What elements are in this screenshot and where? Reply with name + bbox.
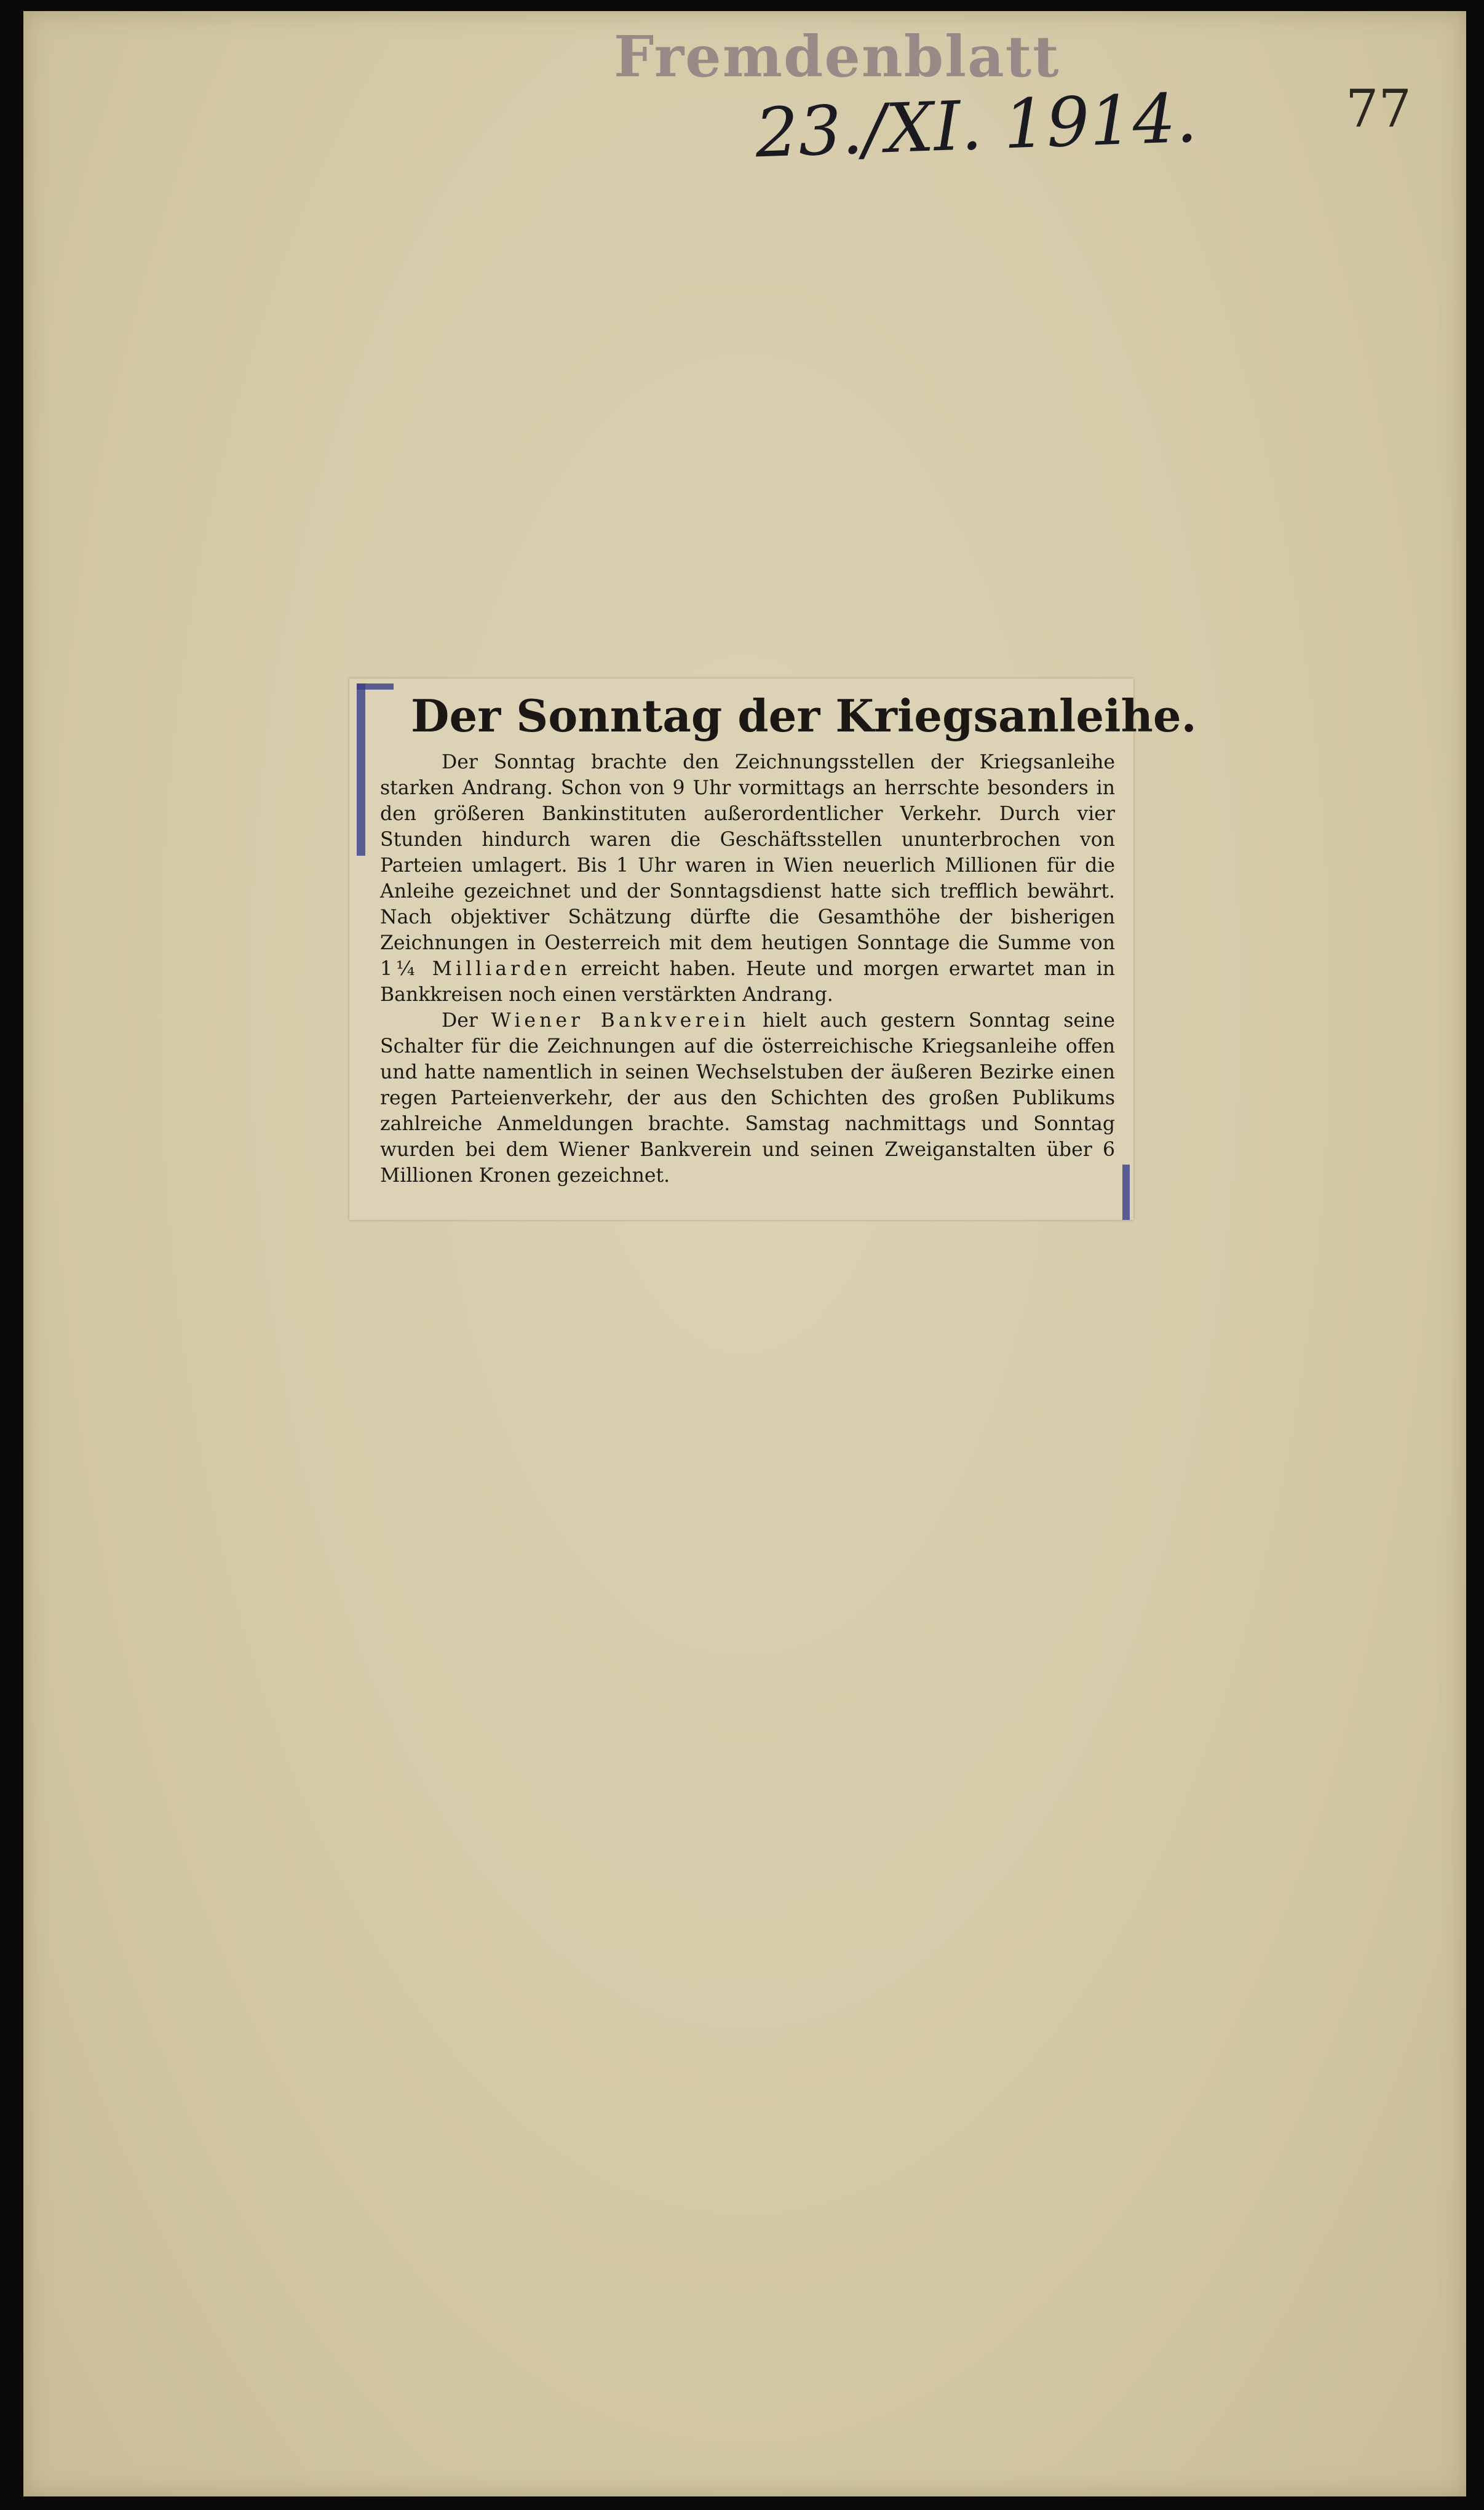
newspaper-stamp: Fremdenblatt — [614, 23, 1060, 90]
blue-pencil-mark-right — [1122, 1165, 1130, 1220]
paragraph-2-start: Der — [442, 1010, 491, 1032]
archive-sheet — [23, 11, 1466, 2496]
blue-pencil-mark-top — [357, 683, 394, 690]
newspaper-clipping — [349, 679, 1197, 1220]
blue-pencil-mark-left — [357, 683, 365, 856]
paragraph-1-text: Der Sonntag brachte den Zeichnungsstellen der Kriegsanleihe starken Andrang. Schon von 9 Uhr vormittags an herrschte besonders in den größeren Bankinstituten außerordentlicher Verkehr. Durch vier Stunden hindurch waren die Geschäftsstellen ununterbrochen von Parteien umlagert. Bis 1 Uhr waren in Wien neuerlich Millionen für die Anleihe gezeichnet und der Sonntagsdienst hatte sich trefflich bewährt. Nach objektiver Schätzung dürfte die Gesamthöhe der bisherigen Zeichnungen in Oesterreich mit dem heutigen Sonntage die Summe von — [380, 751, 1115, 954]
article-paragraph-1 — [380, 749, 1115, 1008]
paragraph-2-emphasis: Wiener Bankverein — [491, 1010, 750, 1032]
article-headline: Der Sonntag der Kriegsanleihe. — [411, 690, 1197, 742]
paragraph-2-text: hielt auch gestern Sonntag seine Schalter für die Zeichnungen auf die österreichische Kriegsanleihe offen und hatte namentlich in seinen Wechselstuben der äußeren Bezirke einen regen Parteienverkehr, der aus den Schichten des großen Publikums zahlreiche Anmeldungen brachte. Samstag nachmittags und Sonntag wurden bei dem Wiener Bankverein und seinen Zweiganstalten über 6 Millionen Kronen gezeichnet. — [380, 1010, 1116, 1187]
folio-number: 77 — [1346, 79, 1411, 139]
article-body — [380, 749, 1115, 1189]
article-paragraph-2 — [380, 1008, 1115, 1189]
paragraph-1-end: erreicht haben. Heute und morgen erwartet man in Bankkreisen noch einen verstärkten Andrang. — [380, 958, 1115, 1006]
handwritten-date: 23./XI. 1914. — [753, 78, 1199, 173]
paragraph-1-emphasis: 1¼ Milliarden — [380, 958, 571, 980]
